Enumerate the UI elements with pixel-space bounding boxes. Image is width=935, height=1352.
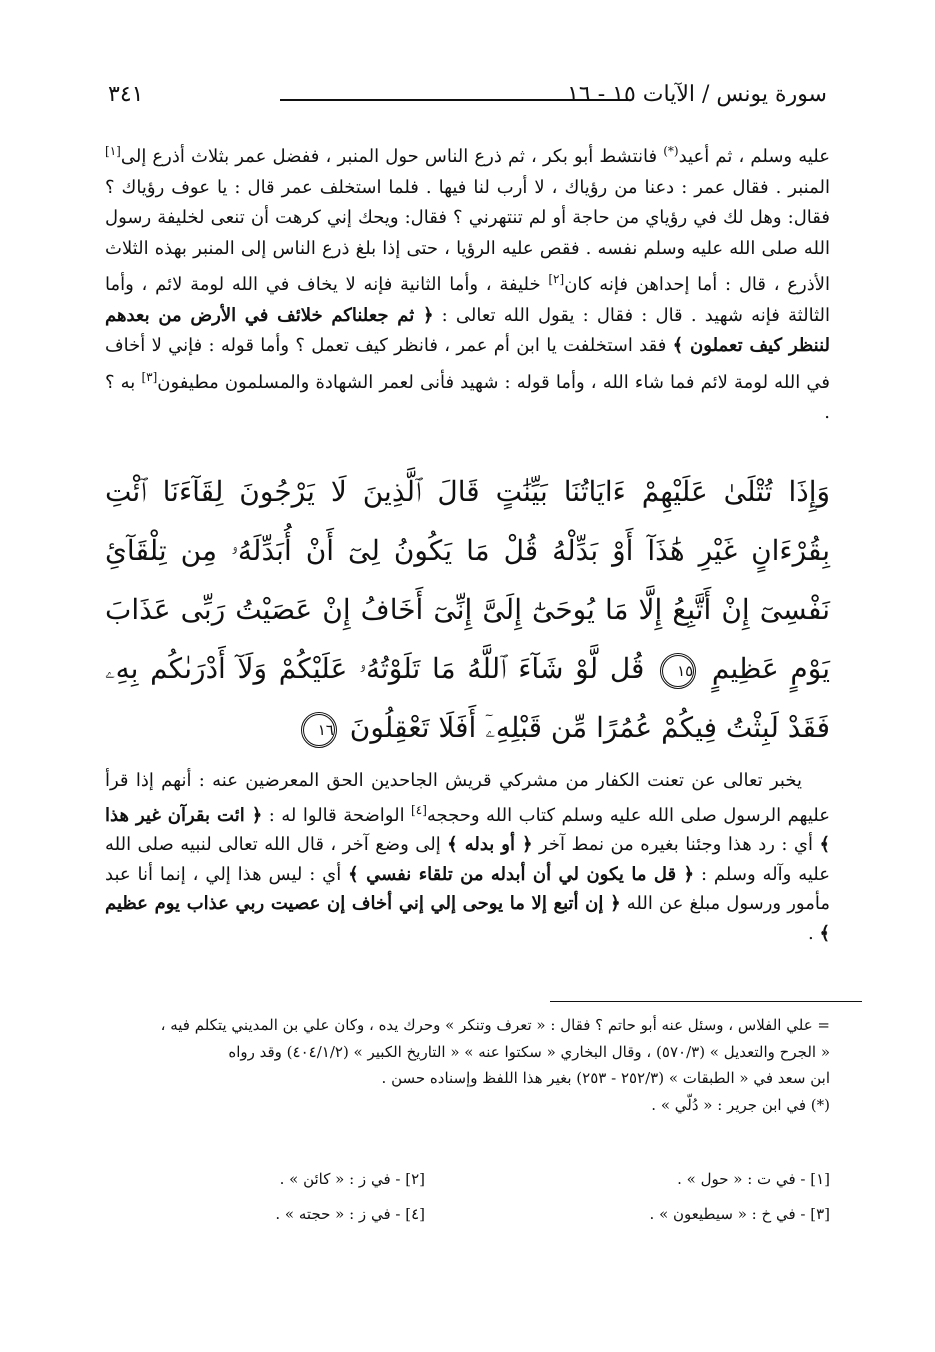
footnote-line: = علي الفلاس ، وسئل عنه أبو حاتم ؟ فقال : « تعرف وتنكر » وحرك يده ، وكان علي بن المديني يتكلم فيه ، xyxy=(160,1016,830,1034)
running-title: سورة يونس / الآيات ١٥ - ١٦ xyxy=(567,82,827,107)
footnote-continuation xyxy=(105,1012,830,1118)
text-run: فقد استخلفت يا ابن أم عمر ، فانظر كيف تعمل ؟ وأما قوله : فإني لا أخاف في الله لومة لائم فما شاء الله ، وأما قوله : شهيد فأنى لعمر الشهادة والمسلمون مطيفون xyxy=(105,335,830,393)
footnote-marker: (*) xyxy=(663,144,679,158)
verse-text: قُل لَّوْ شَآءَ ٱللَّهُ مَا تَلَوْتُهُۥ عَلَيْكُمْ وَلَآ أَدْرَىٰكُم بِهِۦ فَقَدْ لَبِثْتُ فِيكُمْ عُمُرًا مِّن قَبْلِهِۦٓ أَفَلَا تَعْقِلُونَ xyxy=(105,652,830,744)
ayah-number-marker: ١٥ xyxy=(660,653,696,689)
variant-note-4: [٤] - في ز : « حجته » . xyxy=(275,1205,425,1223)
ayah-number-marker: ١٦ xyxy=(301,712,337,748)
commentary-paragraph-2 xyxy=(105,766,830,948)
text-run: الواضحة قالوا له : xyxy=(262,804,412,826)
commentary-paragraph-1 xyxy=(105,136,830,429)
quran-quote: ﴿ إن أتبع إلا ما يوحى إلي إني أخاف إن عصيت ربي عذاب يوم عظيم ﴾ xyxy=(105,893,830,944)
footnote-marker: [٤] xyxy=(411,802,427,817)
variant-note-2: [٢] - في ز : « كائن » . xyxy=(279,1170,425,1188)
footnote-separator xyxy=(550,1001,862,1002)
text-run: . xyxy=(808,922,820,944)
text-run: أي : رد هذا وجئنا بغيره من نمط آخر xyxy=(532,834,820,855)
variant-row xyxy=(105,1170,830,1205)
quran-quote: ﴿ أو بدله ﴾ xyxy=(447,834,533,855)
quran-quote: ﴿ ثم جعلناكم خلائف في الأرض من بعدهم لننظر كيف تعملون ﴾ xyxy=(105,304,830,356)
page-number: ٣٤١ xyxy=(108,82,144,107)
text-run: المنبر . فقال عمر : دعنا من رؤياك ، لا أرب لنا فيها . فلما استخلف عمر قال : يا عوف رؤياك ؟ فقال: وهل لك في رؤياي من حاجة أو لم تنتهرني ؟ فقال: ويحك إني كرهت أن تنعى لخليفة رسول الله صلى الله عليه وسلم نفسه . فقص عليه الرؤيا ، حتى إذا بلغ ذرع الناس إلى المنبر بهذه الثلاث الأذرع ، قال : أما إحداهن فإنه كان xyxy=(105,176,830,295)
text-run: يخبر تعالى عن تعنت الكفار من مشركي قريش الجاحدين الحق المعرضين عنه : أنهم إذا قرأ عليهم الرسول صلى الله عليه وسلم كتاب الله وحججه xyxy=(105,770,830,826)
footnote-line: ابن سعد في « الطبقات » (٢٥٢/٣ - ٢٥٣) بغير هذا اللفظ وإسناده حسن . xyxy=(381,1069,830,1087)
text-run: فانتشط أبو بكر ، ثم ذرع الناس حول المنبر ، ففضل عمر بثلاث أذرع إلى xyxy=(120,146,664,167)
variant-note-1: [١] - في ت : « حول » . xyxy=(677,1170,830,1188)
text-run: إلى وضع آخر ، قال الله تعالى لنبيه صلى الله عليه وآله وسلم : xyxy=(105,834,830,885)
verse-text: وَإِذَا تُتْلَىٰ عَلَيْهِمْ ءَايَاتُنَا بَيِّنَٰتٍ قَالَ ٱلَّذِينَ لَا يَرْجُونَ لِقَآءَنَا ٱئْتِ بِقُرْءَانٍ غَيْرِ هَٰذَآ أَوْ بَدِّلْهُ قُلْ مَا يَكُونُ لِىٓ أَنْ أُبَدِّلَهُۥ مِن تِلْقَآئِ نَفْسِىٓ إِنْ أَتَّبِعُ إِلَّا مَا يُوحَىٰٓ إِلَىَّ إِنِّىٓ أَخَافُ إِنْ عَصَيْتُ رَبِّى عَذَابَ يَوْمٍ عَظِيمٍ xyxy=(105,475,830,685)
footnote-marker: [٣] xyxy=(141,369,158,384)
text-run: خليفة ، وأما الثانية فإنه لا يخاف في الله لومة لائم ، وأما الثالثة فإنه شهيد . قال : فقال : يقول الله تعالى : xyxy=(105,274,830,326)
quran-quote: ﴿ قل ما يكون لي أن أبدله من تلقاء نفسي ﴾ xyxy=(348,863,695,885)
text-run: أي : ليس هذا إلي ، إنما أنا عبد مأمور ورسول مبلغ عن الله xyxy=(105,863,830,914)
variant-notes xyxy=(105,1170,830,1240)
footnote-marker: [٢] xyxy=(548,272,565,286)
footnote-star: (*) في ابن جرير : « دُلّي » . xyxy=(651,1095,830,1114)
footnote-marker: [١] xyxy=(105,144,121,158)
variant-row xyxy=(105,1205,830,1240)
quran-quote: ﴿ ائت بقرآن غير هذا ﴾ xyxy=(105,804,830,855)
variant-note-3: [٣] - في خ : « سيطيعون » . xyxy=(649,1205,830,1223)
text-run: به ؟ . xyxy=(105,371,830,423)
quran-verse-block xyxy=(105,462,830,757)
running-header xyxy=(108,82,827,116)
footnote-line: « الجرح والتعديل » (٥٧٠/٣) ، وقال البخاري « سكتوا عنه » « التاريخ الكبير » (٤٠٤/١/٢) وقد رواه xyxy=(228,1042,830,1061)
text-run: عليه وسلم ، ثم أعيد xyxy=(678,146,830,167)
